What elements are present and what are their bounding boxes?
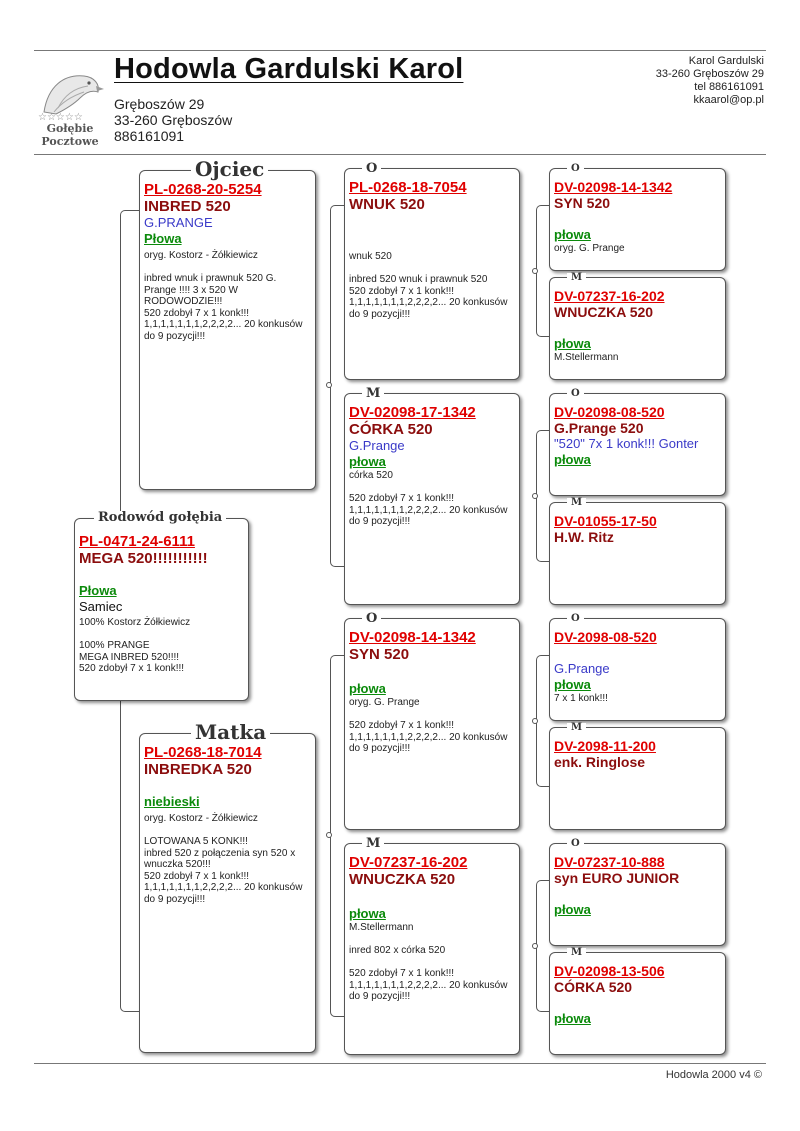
mf-label: O: [362, 612, 381, 625]
mff-breeder: G.Prange: [554, 661, 610, 676]
ffm-label: M: [567, 273, 586, 283]
pigeon-label: Rodowód gołębia: [94, 511, 226, 524]
pigeon-card[interactable]: [74, 518, 249, 701]
father-breeder: G.PRANGE: [144, 215, 213, 230]
connector-father-grandparents: [330, 205, 345, 567]
connector-dot: [326, 832, 332, 838]
fmm-ring[interactable]: DV-01055-17-50: [554, 513, 657, 529]
mfm-label: M: [567, 723, 586, 733]
father-card[interactable]: [139, 170, 316, 490]
mmf-label: O: [567, 839, 584, 849]
fmf-breeder: "520" 7x 1 konk!!! Gonter: [554, 436, 699, 451]
connector-dot: [532, 268, 538, 274]
mm-card[interactable]: [344, 843, 520, 1055]
ffm-name: WNUCZKA 520: [554, 304, 654, 320]
mff-color: płowa: [554, 677, 591, 692]
mmm-label: M: [567, 948, 586, 958]
ffm-card[interactable]: [549, 277, 726, 380]
fm-name: CÓRKA 520: [349, 421, 433, 438]
ff-card[interactable]: [344, 168, 520, 380]
mmm-name: CÓRKA 520: [554, 979, 633, 995]
mm-note: M.Stellermann inred 802 x córka 520 520 zdobył 7 x 1 konk!!! 1,1,1,1,1,1,1,2,2,2,2... 20 konkusów do 9 pozycji!!!: [349, 922, 508, 1002]
father-label: Ojciec: [191, 159, 268, 179]
ff-ring[interactable]: PL-0268-18-7054: [349, 179, 467, 196]
fmf-card[interactable]: [549, 393, 726, 496]
fff-note: oryg. G. Prange: [554, 243, 625, 254]
connector-dot: [532, 493, 538, 499]
mother-ring[interactable]: PL-0268-18-7014: [144, 744, 262, 761]
mfm-name: enk. Ringlose: [554, 754, 646, 770]
fm-note: córka 520 520 zdobył 7 x 1 konk!!! 1,1,1,1,1,1,1,2,2,2,2... 20 konkusów do 9 pozycji!!!: [349, 470, 508, 527]
mf-note: oryg. G. Prange 520 zdobył 7 x 1 konk!!! 1,1,1,1,1,1,1,2,2,2,2... 20 konkusów do 9 pozycji!!!: [349, 697, 508, 754]
mf-color: płowa: [349, 681, 386, 696]
footer-rule: [34, 1063, 766, 1064]
father-name: INBRED 520: [144, 198, 231, 215]
fmf-color: płowa: [554, 452, 591, 467]
mfm-ring[interactable]: DV-2098-11-200: [554, 738, 656, 754]
ff-label: O: [362, 162, 381, 175]
fmm-name: H.W. Ritz: [554, 529, 614, 545]
mother-card[interactable]: [139, 733, 316, 1053]
mm-color: płowa: [349, 906, 386, 921]
mmf-card[interactable]: [549, 843, 726, 946]
contact-block: Karol Gardulski 33-260 Gręboszów 29 tel 886161091 kkaarol@op.pl: [655, 55, 764, 106]
pigeon-color: Płowa: [79, 583, 117, 598]
mf-name: SYN 520: [349, 646, 410, 663]
fmf-label: O: [567, 389, 584, 399]
fm-breeder: G.Prange: [349, 438, 405, 453]
mmf-name: syn EURO JUNIOR: [554, 870, 680, 886]
pigeon-name: MEGA 520!!!!!!!!!!!: [79, 550, 208, 567]
ff-name: WNUK 520: [349, 196, 425, 213]
fm-card[interactable]: [344, 393, 520, 605]
ffm-ring[interactable]: DV-07237-16-202: [554, 288, 665, 304]
fff-label: O: [567, 164, 584, 174]
fmf-ring[interactable]: DV-02098-08-520: [554, 404, 665, 420]
mm-label: M: [362, 837, 384, 850]
ffm-note: M.Stellermann: [554, 352, 619, 363]
ff-note: wnuk 520 inbred 520 wnuk i prawnuk 520 520 zdobył 7 x 1 konk!!! 1,1,1,1,1,1,1,2,2,2,2... 20 konkusów do 9 pozycji!!!: [349, 251, 508, 320]
fmm-card[interactable]: [549, 502, 726, 605]
mm-ring[interactable]: DV-07237-16-202: [349, 854, 468, 871]
mother-name: INBREDKA 520: [144, 761, 252, 778]
fmf-name: G.Prange 520: [554, 420, 644, 436]
logo-caption: Gołębie Pocztowe: [41, 122, 99, 148]
header-top-rule: [34, 50, 766, 51]
connector-mother-grandparents: [330, 655, 345, 1017]
father-ring[interactable]: PL-0268-20-5254: [144, 181, 262, 198]
mm-name: WNUCZKA 520: [349, 871, 456, 888]
mother-label: Matka: [191, 722, 270, 742]
fm-ring[interactable]: DV-02098-17-1342: [349, 404, 476, 421]
father-note: oryg. Kostorz - Żółkiewicz inbred wnuk i prawnuk 520 G. Prange !!!! 3 x 520 W RODOWODZIE!!! 520 zdobył 7 x 1 konk!!! 1,1,1,1,1,1,1,2,2,2,2... 20 konkusów do 9 pozycji!!!: [144, 250, 303, 342]
fff-card[interactable]: [549, 168, 726, 271]
mff-note: 7 x 1 konk!!!: [554, 693, 608, 704]
connector-dot: [532, 943, 538, 949]
mfm-card[interactable]: [549, 727, 726, 830]
fmm-label: M: [567, 498, 586, 508]
mother-color: niebieski: [144, 794, 200, 809]
pigeon-ring[interactable]: PL-0471-24-6111: [79, 533, 195, 550]
mmm-ring[interactable]: DV-02098-13-506: [554, 963, 665, 979]
mff-label: O: [567, 614, 584, 624]
mother-note: oryg. Kostorz - Żółkiewicz LOTOWANA 5 KONK!!! inbred 520 z połączenia syn 520 x wnuczka 520!!! 520 zdobył 7 x 1 konk!!! 1,1,1,1,1,1,1,2,2,2,2... 20 konkusów do 9 pozycji!!!: [144, 813, 303, 905]
mf-card[interactable]: [344, 618, 520, 830]
pigeon-note: 100% Kostorz Żółkiewicz 100% PRANGE MEGA INBRED 520!!!! 520 zdobył 7 x 1 konk!!!: [79, 617, 191, 674]
mmm-color: płowa: [554, 1011, 591, 1026]
footer-text: Hodowla 2000 v4 ©: [665, 1069, 762, 1081]
fff-color: płowa: [554, 227, 591, 242]
connector-dot: [326, 382, 332, 388]
fff-name: SYN 520: [554, 195, 611, 211]
breeder-title: Hodowla Gardulski Karol: [114, 53, 464, 85]
fm-color: płowa: [349, 454, 386, 469]
mmf-color: płowa: [554, 902, 591, 917]
svg-text:☆☆☆☆☆: ☆☆☆☆☆: [38, 112, 83, 122]
mf-ring[interactable]: DV-02098-14-1342: [349, 629, 476, 646]
ffm-color: płowa: [554, 336, 591, 351]
father-color: Płowa: [144, 231, 182, 246]
fm-label: M: [362, 387, 384, 400]
mmf-ring[interactable]: DV-07237-10-888: [554, 854, 665, 870]
mff-card[interactable]: [549, 618, 726, 721]
mmm-card[interactable]: [549, 952, 726, 1055]
connector-dot: [532, 718, 538, 724]
fff-ring[interactable]: DV-02098-14-1342: [554, 179, 673, 195]
breeder-address: Gręboszów 29 33-260 Gręboszów 886161091: [114, 96, 233, 144]
header-bottom-rule: [34, 154, 766, 155]
mff-ring[interactable]: DV-2098-08-520: [554, 629, 657, 645]
pigeon-sex: Samiec: [79, 599, 123, 614]
